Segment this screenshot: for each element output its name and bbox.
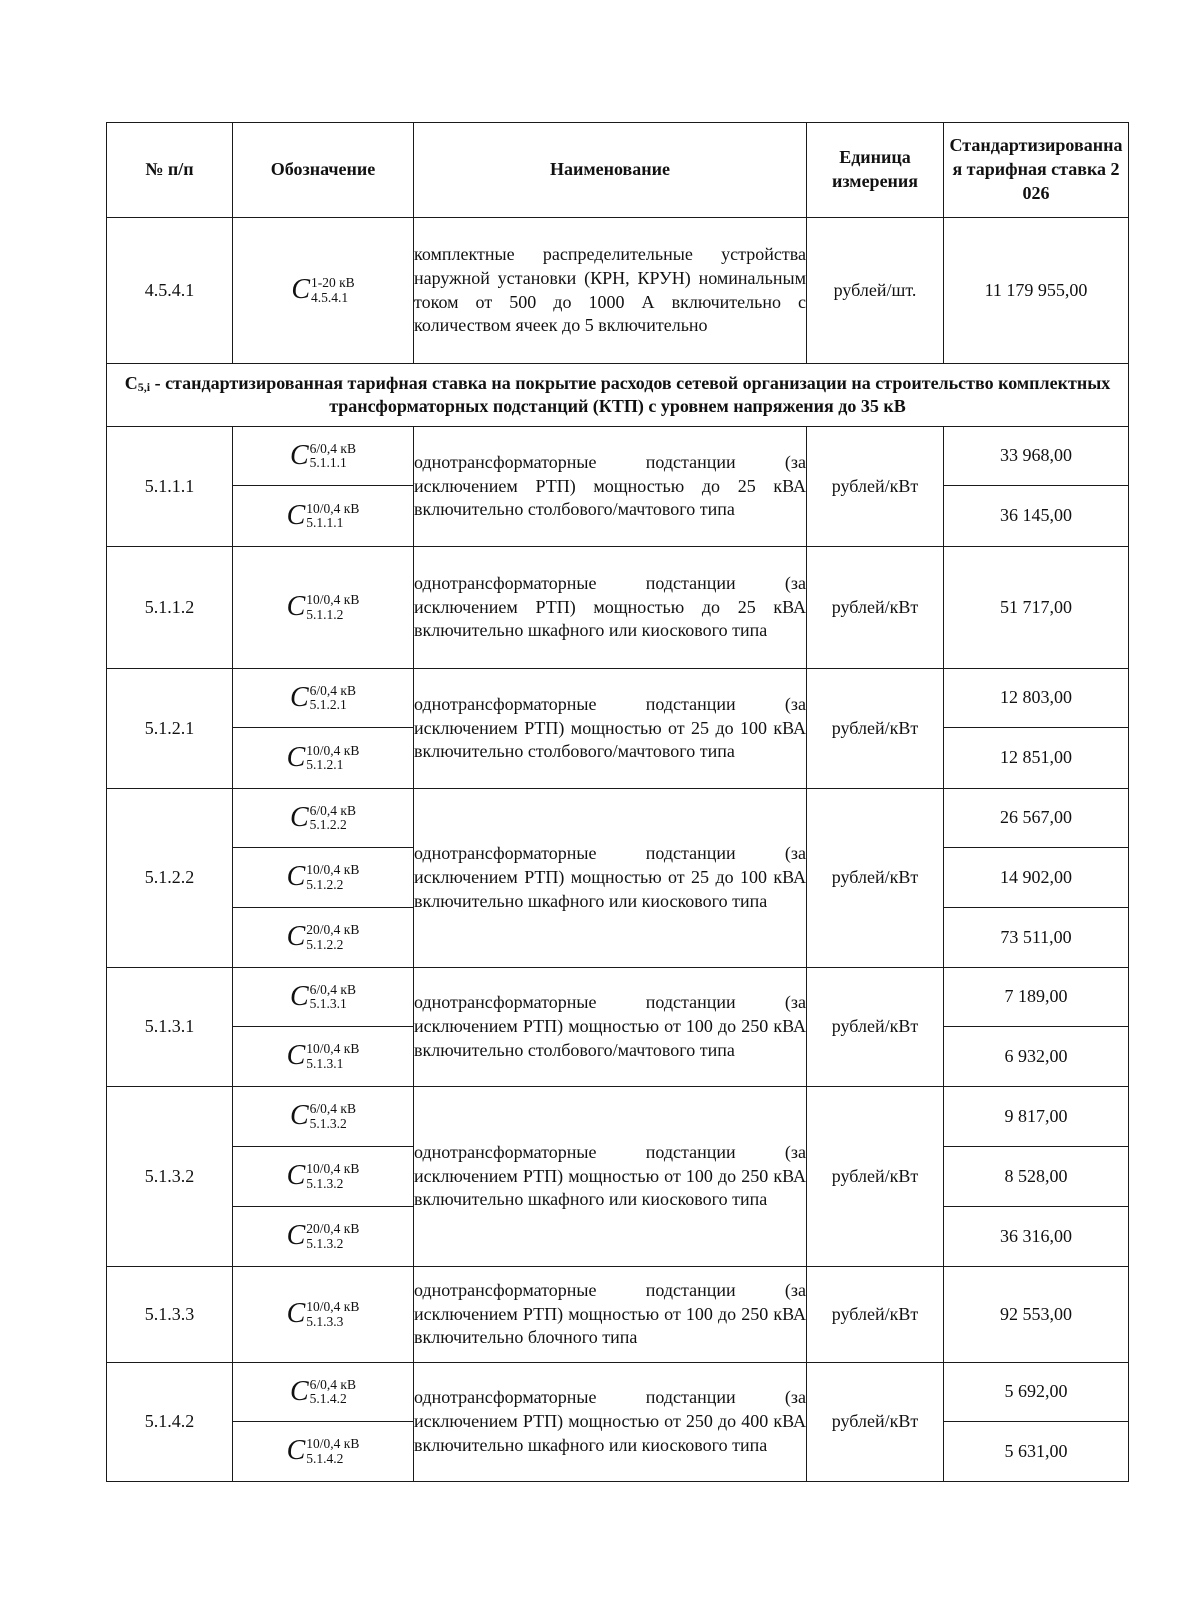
- row-designation: [233, 789, 414, 848]
- row-unit: рублей/кВт: [807, 547, 944, 669]
- table-row: [107, 789, 1129, 848]
- row-designation: [233, 1147, 414, 1207]
- row-value: 92 553,00: [944, 1267, 1129, 1363]
- section-heading-row: [107, 364, 1129, 427]
- tariff-symbol: C 10/0,4 кВ 5.1.3.3: [286, 1298, 360, 1330]
- section-heading: C5,i - стандартизированная тарифная ставка на покрытие расходов сетевой организации на строительство комплектных трансформаторных подстанций (КТП) с уровнем напряжения до 35 кВ: [107, 364, 1129, 427]
- row-unit: рублей/кВт: [807, 1363, 944, 1482]
- row-value: 73 511,00: [944, 908, 1129, 968]
- tariff-symbol: C 20/0,4 кВ 5.1.3.2: [286, 1220, 360, 1252]
- tariff-symbol: C 6/0,4 кВ 5.1.3.2: [289, 1100, 356, 1132]
- header-num: № п/п: [107, 123, 233, 218]
- row-unit: рублей/кВт: [807, 669, 944, 789]
- row-value: 8 528,00: [944, 1147, 1129, 1207]
- row-unit: рублей/кВт: [807, 968, 944, 1087]
- tariff-symbol: C 10/0,4 кВ 5.1.4.2: [286, 1435, 360, 1467]
- tariff-symbol: C 6/0,4 кВ 5.1.3.1: [289, 980, 356, 1012]
- tariff-symbol: C 10/0,4 кВ 5.1.1.1: [286, 499, 360, 531]
- row-num: 5.1.3.2: [107, 1087, 233, 1267]
- table-header-row: [107, 123, 1129, 218]
- row-value: 9 817,00: [944, 1087, 1129, 1147]
- row-description: однотрансформаторные подстанции (за исключением РТП) мощностью от 100 до 250 кВА включительно блочного типа: [414, 1267, 807, 1363]
- tariff-symbol: C 10/0,4 кВ 5.1.1.2: [286, 591, 360, 623]
- row-designation: [233, 1267, 414, 1363]
- table-row: [107, 1087, 1129, 1147]
- row-value: 26 567,00: [944, 789, 1129, 848]
- tariff-symbol: C 10/0,4 кВ 5.1.3.2: [286, 1160, 360, 1192]
- row-num: 5.1.2.2: [107, 789, 233, 968]
- row-num: 5.1.1.1: [107, 427, 233, 547]
- row-description: однотрансформаторные подстанции (за исключением РТП) мощностью от 25 до 100 кВА включительно шкафного или киоскового типа: [414, 789, 807, 968]
- tariff-symbol: C 10/0,4 кВ 5.1.2.1: [286, 741, 360, 773]
- row-unit: рублей/кВт: [807, 427, 944, 547]
- row-designation: [233, 1422, 414, 1482]
- row-designation: [233, 1207, 414, 1267]
- groups-body: [107, 427, 1129, 1482]
- row-designation: [233, 1087, 414, 1147]
- tariff-symbol: C 20/0,4 кВ 5.1.2.2: [286, 921, 360, 953]
- table-row: [107, 547, 1129, 669]
- row-num: 4.5.4.1: [107, 218, 233, 364]
- row-designation: [233, 486, 414, 547]
- header-name: Наименование: [414, 123, 807, 218]
- row-value: 12 803,00: [944, 669, 1129, 728]
- row-value: 5 692,00: [944, 1363, 1129, 1422]
- row-designation: [233, 218, 414, 364]
- row-description: однотрансформаторные подстанции (за исключением РТП) мощностью от 100 до 250 кВА включительно столбового/мачтового типа: [414, 968, 807, 1087]
- row-value: 6 932,00: [944, 1027, 1129, 1087]
- table-row: [107, 1363, 1129, 1422]
- row-designation: [233, 728, 414, 789]
- row-value: 7 189,00: [944, 968, 1129, 1027]
- row-description: однотрансформаторные подстанции (за исключением РТП) мощностью от 250 до 400 кВА включительно шкафного или киоскового типа: [414, 1363, 807, 1482]
- row-value: 12 851,00: [944, 728, 1129, 789]
- row-description: однотрансформаторные подстанции (за исключением РТП) мощностью до 25 кВА включительно столбового/мачтового типа: [414, 427, 807, 547]
- header-unit: Единица измерения: [807, 123, 944, 218]
- row-unit: рублей/шт.: [807, 218, 944, 364]
- row-value: 36 316,00: [944, 1207, 1129, 1267]
- tariff-symbol: C 10/0,4 кВ 5.1.2.2: [286, 861, 360, 893]
- header-designation: Обозначение: [233, 123, 414, 218]
- table-row: [107, 669, 1129, 728]
- row-value: 33 968,00: [944, 427, 1129, 486]
- row-value: 5 631,00: [944, 1422, 1129, 1482]
- row-value: 36 145,00: [944, 486, 1129, 547]
- row-designation: [233, 1363, 414, 1422]
- tariff-symbol: C 6/0,4 кВ 5.1.4.2: [289, 1375, 356, 1407]
- row-designation: [233, 1027, 414, 1087]
- row-designation: [233, 669, 414, 728]
- row-designation: [233, 908, 414, 968]
- row-num: 5.1.1.2: [107, 547, 233, 669]
- tariff-symbol: C 1-20 кВ 4.5.4.1: [291, 274, 355, 306]
- row-num: 5.1.3.3: [107, 1267, 233, 1363]
- table-row: [107, 1267, 1129, 1363]
- tariff-symbol: C 6/0,4 кВ 5.1.2.1: [289, 681, 356, 713]
- row-num: 5.1.3.1: [107, 968, 233, 1087]
- row-designation: [233, 968, 414, 1027]
- row-unit: рублей/кВт: [807, 1087, 944, 1267]
- row-description: однотрансформаторные подстанции (за исключением РТП) мощностью от 25 до 100 кВА включительно столбового/мачтового типа: [414, 669, 807, 789]
- row-description: комплектные распределительные устройства наружной установки (КРН, КРУН) номинальным током от 500 до 1000 А включительно с количеством ячеек до 5 включительно: [414, 218, 807, 364]
- row-designation: [233, 547, 414, 669]
- row-description: однотрансформаторные подстанции (за исключением РТП) мощностью от 100 до 250 кВА включительно шкафного или киоскового типа: [414, 1087, 807, 1267]
- tariff-symbol: C 6/0,4 кВ 5.1.2.2: [289, 801, 356, 833]
- tariff-table: [106, 122, 1129, 1482]
- row-num: 5.1.4.2: [107, 1363, 233, 1482]
- table-row: [107, 218, 1129, 364]
- row-value: 14 902,00: [944, 848, 1129, 908]
- row-value: 51 717,00: [944, 547, 1129, 669]
- row-value: 11 179 955,00: [944, 218, 1129, 364]
- row-designation: [233, 427, 414, 486]
- row-unit: рублей/кВт: [807, 789, 944, 968]
- table-row: [107, 427, 1129, 486]
- header-rate: Стандартизированная тарифная ставка 2026: [944, 123, 1129, 218]
- table-row: [107, 968, 1129, 1027]
- row-description: однотрансформаторные подстанции (за исключением РТП) мощностью до 25 кВА включительно шкафного или киоскового типа: [414, 547, 807, 669]
- row-unit: рублей/кВт: [807, 1267, 944, 1363]
- row-num: 5.1.2.1: [107, 669, 233, 789]
- tariff-symbol: C 10/0,4 кВ 5.1.3.1: [286, 1040, 360, 1072]
- row-designation: [233, 848, 414, 908]
- tariff-symbol: C 6/0,4 кВ 5.1.1.1: [289, 439, 356, 471]
